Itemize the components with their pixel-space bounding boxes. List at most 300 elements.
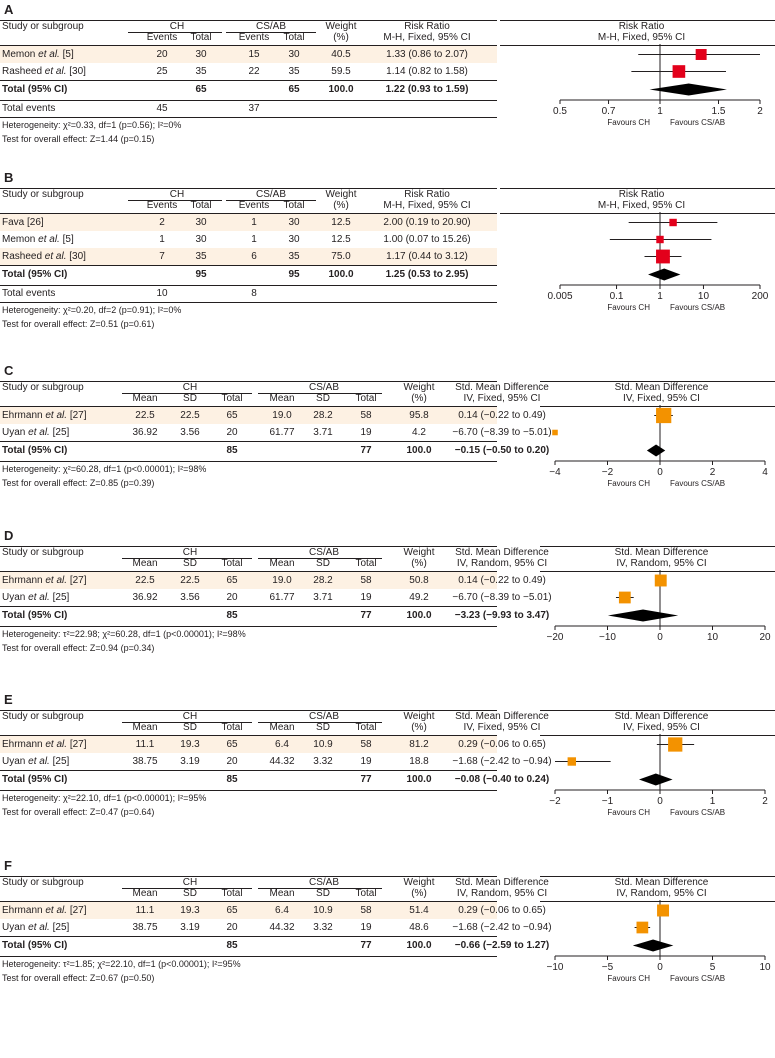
x-tick-label: 1: [657, 106, 663, 117]
total-n1: 85: [226, 774, 238, 785]
overall-effect-note: Test for overall effect: Z=0.51 (p=0.61): [2, 319, 155, 329]
weight-unit-header: (%): [411, 558, 427, 569]
weight-cell: 81.2: [409, 739, 429, 750]
x-tick-label: 10: [697, 291, 710, 302]
x-tick-label: 2: [757, 106, 763, 117]
total-n2: 77: [360, 610, 372, 621]
data-cell: 36.92: [132, 427, 158, 438]
forest-plot: [0, 858, 775, 1058]
data-cell: 20: [156, 49, 168, 60]
total-events-label: Total events: [2, 103, 56, 114]
data-cell: 30: [195, 49, 207, 60]
total-n2: 95: [288, 269, 300, 280]
study-author: Ehrmann: [2, 410, 43, 421]
group1-header: CH: [182, 877, 198, 888]
study-ref: [25]: [49, 756, 70, 767]
group2-header: CS/AB: [308, 382, 340, 393]
data-cell: 19: [360, 756, 372, 767]
data-cell: 1: [159, 234, 165, 245]
study-marker: [673, 65, 686, 78]
panel-label: E: [4, 692, 13, 707]
weight-unit-header: (%): [411, 722, 427, 733]
data-cell: 35: [195, 66, 207, 77]
weight-unit-header: (%): [333, 32, 349, 43]
data-cell: 11.1: [135, 739, 155, 750]
overall-effect-note: Test for overall effect: Z=1.44 (p=0.15): [2, 134, 155, 144]
data-cell: 19.3: [180, 905, 200, 916]
data-cell: 19: [360, 922, 372, 933]
sub-column-header: Events: [146, 32, 178, 43]
study-marker: [656, 250, 670, 264]
total-label: Total (95% CI): [2, 445, 68, 456]
sub-column-header: Total: [221, 888, 243, 899]
x-tick-label: −2: [549, 796, 561, 807]
data-cell: 20: [226, 756, 238, 767]
study-marker: [669, 219, 676, 226]
data-cell: 22.5: [135, 410, 155, 421]
weight-cell: 12.5: [331, 234, 351, 245]
data-cell: 20: [226, 427, 238, 438]
effect-ci-cell: 0.29 (−0.06 to 0.65): [458, 905, 546, 916]
effect-ci-cell: 0.14 (−0.22 to 0.49): [458, 575, 546, 586]
weight-cell: 12.5: [331, 217, 351, 228]
sub-column-header: Mean: [132, 888, 158, 899]
data-cell: 6.4: [275, 739, 289, 750]
overall-effect-note: Test for overall effect: Z=0.67 (p=0.50): [2, 973, 155, 983]
x-tick-label: −10: [599, 632, 616, 643]
panel-label: D: [4, 528, 14, 543]
sub-column-header: Mean: [269, 722, 295, 733]
weight-cell: 75.0: [331, 251, 351, 262]
effect-header: Risk Ratio: [404, 189, 450, 200]
total-label: Total (95% CI): [2, 940, 68, 951]
effect-method-header: M-H, Fixed, 95% CI: [383, 32, 471, 43]
data-cell: 30: [288, 217, 300, 228]
sub-column-header: Total: [190, 200, 212, 211]
group1-header: CH: [169, 189, 185, 200]
plot-title: Std. Mean Difference: [614, 711, 709, 722]
data-cell: 2: [159, 217, 165, 228]
study-author: Fava: [2, 217, 25, 228]
study-author: Memon: [2, 49, 36, 60]
effect-ci-cell: 0.29 (−0.06 to 0.65): [458, 739, 546, 750]
sub-column-header: Total: [355, 558, 377, 569]
study-etal: et al.: [35, 49, 60, 60]
sub-column-header: SD: [316, 558, 330, 569]
sub-column-header: Mean: [269, 888, 295, 899]
panel-label: C: [4, 363, 14, 378]
study-etal: et al.: [42, 251, 67, 262]
effect-ci-cell: −1.68 (−2.42 to −0.94): [452, 922, 552, 933]
data-cell: 3.56: [180, 427, 200, 438]
effect-ci-cell: −1.68 (−2.42 to −0.94): [452, 756, 552, 767]
heterogeneity-note: Heterogeneity: τ²=22.98; χ²=60.28, df=1 (p<0.00001); I²=98%: [2, 629, 246, 639]
plot-method: M-H, Fixed, 95% CI: [597, 32, 686, 43]
x-tick-label: 0.5: [553, 106, 567, 117]
data-cell: 22: [248, 66, 260, 77]
weight-cell: 50.8: [409, 575, 429, 586]
data-cell: 3.32: [313, 756, 333, 767]
data-cell: 30: [195, 217, 207, 228]
weight-cell: 18.8: [409, 756, 429, 767]
x-tick-label: 0: [657, 467, 663, 478]
group2-header: CS/AB: [308, 547, 340, 558]
study-ref: [26]: [24, 217, 44, 228]
study-ref: [27]: [67, 905, 87, 916]
x-tick-label: 2: [762, 796, 768, 807]
favours-left-label: Favours CH: [607, 479, 650, 488]
x-tick-label: 0.1: [609, 291, 624, 302]
total-n2: 65: [288, 84, 300, 95]
total-n2: 77: [360, 445, 372, 456]
x-tick-label: 10: [759, 962, 771, 973]
plot-title: Std. Mean Difference: [614, 382, 709, 393]
total-weight: 100.0: [406, 610, 432, 621]
group2-header: CS/AB: [308, 711, 340, 722]
effect-ci-cell: −6.70 (−8.39 to −5.01): [452, 592, 552, 603]
study-author: Rasheed: [2, 66, 43, 77]
data-cell: 1: [251, 234, 257, 245]
total-weight: 100.0: [328, 269, 354, 280]
study-column-header: Study or subgroup: [2, 711, 84, 722]
data-cell: 10.9: [313, 905, 333, 916]
sub-column-header: Total: [355, 393, 377, 404]
data-cell: 6.4: [275, 905, 289, 916]
weight-cell: 95.8: [409, 410, 429, 421]
data-cell: 19.0: [272, 410, 292, 421]
effect-ci-cell: 1.33 (0.86 to 2.07): [386, 49, 468, 60]
weight-header: Weight: [403, 877, 435, 888]
study-author: Ehrmann: [2, 739, 43, 750]
sub-column-header: Events: [238, 32, 270, 43]
total-weight: 100.0: [406, 774, 432, 785]
study-etal: et al.: [35, 234, 60, 245]
sub-column-header: Total: [221, 558, 243, 569]
total-events-e1: 45: [156, 103, 168, 114]
effect-header: Std. Mean Difference: [455, 877, 549, 888]
study-marker: [552, 430, 558, 436]
study-author: Uyan: [2, 427, 26, 438]
data-cell: 3.71: [313, 592, 333, 603]
data-cell: 36.92: [132, 592, 158, 603]
x-tick-label: 0: [657, 632, 663, 643]
study-marker: [568, 757, 576, 765]
study-marker: [656, 236, 663, 243]
data-cell: 19.3: [180, 739, 200, 750]
data-cell: 3.19: [180, 756, 200, 767]
data-cell: 19.0: [272, 575, 292, 586]
total-n1: 85: [226, 610, 238, 621]
sub-column-header: SD: [183, 393, 197, 404]
data-cell: 30: [195, 234, 207, 245]
data-cell: 7: [159, 251, 165, 262]
sub-column-header: SD: [183, 722, 197, 733]
total-events-e1: 10: [156, 288, 168, 299]
study-etal: et al.: [42, 410, 68, 421]
favours-right-label: Favours CS/AB: [670, 303, 726, 312]
study-marker: [668, 737, 682, 751]
study-ref: [27]: [67, 410, 87, 421]
overall-effect-note: Test for overall effect: Z=0.94 (p=0.34): [2, 643, 155, 653]
data-cell: 25: [156, 66, 168, 77]
data-cell: 3.32: [313, 922, 333, 933]
total-n2: 77: [360, 774, 372, 785]
study-ref: [30]: [66, 66, 86, 77]
pooled-diamond: [647, 445, 665, 457]
effect-method-header: M-H, Fixed, 95% CI: [383, 200, 471, 211]
x-tick-label: 2: [709, 467, 716, 478]
pooled-diamond: [639, 774, 673, 786]
study-column-header: Study or subgroup: [2, 21, 84, 32]
sub-column-header: Events: [238, 200, 270, 211]
data-cell: 28.2: [313, 575, 333, 586]
x-tick-label: 0: [657, 962, 663, 973]
favours-right-label: Favours CS/AB: [670, 118, 726, 127]
study-marker: [619, 592, 631, 604]
total-weight: 100.0: [328, 84, 354, 95]
pooled-diamond: [648, 269, 680, 281]
sub-column-header: Mean: [269, 558, 295, 569]
total-ci: −3.23 (−9.93 to 3.47): [454, 610, 550, 621]
group1-header: CH: [182, 382, 198, 393]
x-tick-label: −5: [601, 962, 614, 973]
study-author: Uyan: [2, 922, 26, 933]
data-cell: 65: [226, 739, 238, 750]
group2-header: CS/AB: [255, 189, 287, 200]
weight-cell: 48.6: [409, 922, 429, 933]
heterogeneity-note: Heterogeneity: χ²=22.10, df=1 (p<0.00001); I²=95%: [2, 793, 207, 803]
x-tick-label: 0: [657, 796, 663, 807]
data-cell: 19: [360, 427, 372, 438]
x-tick-label: −10: [546, 962, 564, 973]
group1-header: CH: [182, 547, 198, 558]
weight-cell: 49.2: [409, 592, 429, 603]
study-marker: [656, 408, 671, 423]
data-cell: 44.32: [269, 756, 295, 767]
weight-unit-header: (%): [411, 888, 427, 899]
data-cell: 22.5: [180, 410, 200, 421]
heterogeneity-note: Heterogeneity: χ²=60.28, df=1 (p<0.00001); I²=98%: [2, 464, 207, 474]
data-cell: 3.56: [180, 592, 200, 603]
weight-cell: 51.4: [409, 905, 429, 916]
data-cell: 6: [251, 251, 257, 262]
heterogeneity-note: Heterogeneity: χ²=0.33, df=1 (p=0.56); I²=0%: [2, 120, 182, 130]
data-cell: 65: [226, 575, 238, 586]
x-tick-label: 1: [709, 796, 716, 807]
weight-header: Weight: [325, 189, 357, 200]
total-ci: 1.25 (0.53 to 2.95): [385, 269, 469, 280]
heterogeneity-note: Heterogeneity: χ²=0.20, df=2 (p=0.91); I²=0%: [2, 305, 182, 315]
study-etal: et al.: [25, 592, 50, 603]
data-cell: 65: [226, 410, 238, 421]
study-marker: [637, 922, 649, 934]
total-ci: −0.08 (−0.40 to 0.24): [454, 774, 550, 785]
pooled-diamond: [633, 940, 674, 952]
data-cell: 58: [360, 905, 372, 916]
group1-header: CH: [182, 711, 198, 722]
sub-column-header: SD: [316, 888, 330, 899]
x-tick-label: 4: [762, 467, 768, 478]
total-weight: 100.0: [406, 940, 432, 951]
total-ci: −0.15 (−0.50 to 0.20): [454, 445, 550, 456]
study-marker: [655, 575, 667, 587]
panel-label: B: [4, 170, 14, 185]
study-column-header: Study or subgroup: [2, 877, 84, 888]
x-tick-label: 10: [706, 632, 719, 643]
data-cell: 19: [360, 592, 372, 603]
data-cell: 35: [195, 251, 207, 262]
sub-column-header: Total: [355, 888, 377, 899]
data-cell: 20: [226, 592, 238, 603]
x-tick-label: −20: [546, 632, 564, 643]
plot-title: Risk Ratio: [618, 21, 665, 32]
data-cell: 1: [251, 217, 257, 228]
total-n2: 77: [360, 940, 372, 951]
data-cell: 58: [360, 575, 372, 586]
effect-ci-cell: 1.17 (0.44 to 3.12): [386, 251, 468, 262]
forest-plot: [0, 170, 775, 370]
study-ref: [27]: [67, 575, 87, 586]
data-cell: 10.9: [313, 739, 333, 750]
study-marker: [657, 905, 669, 917]
study-author: Uyan: [2, 756, 26, 767]
sub-column-header: Total: [190, 32, 212, 43]
study-ref: [27]: [67, 739, 87, 750]
study-ref: [25]: [49, 427, 70, 438]
effect-header: Std. Mean Difference: [455, 547, 549, 558]
plot-method: M-H, Fixed, 95% CI: [597, 200, 686, 211]
data-cell: 35: [288, 66, 300, 77]
effect-ci-cell: 1.00 (0.07 to 15.26): [383, 234, 471, 245]
sub-column-header: Events: [146, 200, 178, 211]
weight-header: Weight: [403, 711, 435, 722]
plot-method: IV, Random, 95% CI: [616, 888, 707, 899]
x-tick-label: 5: [709, 962, 716, 973]
effect-method-header: IV, Random, 95% CI: [456, 558, 548, 569]
total-label: Total (95% CI): [2, 610, 68, 621]
study-author: Ehrmann: [2, 575, 43, 586]
x-tick-label: 1.5: [711, 106, 726, 117]
x-tick-label: −1: [601, 796, 614, 807]
group2-header: CS/AB: [308, 877, 340, 888]
total-events-e2: 8: [251, 288, 257, 299]
total-weight: 100.0: [406, 445, 432, 456]
study-ref: [30]: [66, 251, 86, 262]
favours-left-label: Favours CH: [607, 974, 650, 983]
data-cell: 11.1: [135, 905, 155, 916]
x-tick-label: 0.7: [601, 106, 616, 117]
weight-header: Weight: [325, 21, 357, 32]
x-tick-label: 20: [759, 632, 771, 643]
pooled-diamond: [608, 610, 678, 622]
study-ref: [25]: [49, 592, 70, 603]
favours-right-label: Favours CS/AB: [670, 974, 726, 983]
effect-header: Std. Mean Difference: [455, 711, 549, 722]
effect-ci-cell: 1.14 (0.82 to 1.58): [386, 66, 468, 77]
weight-cell: 40.5: [331, 49, 351, 60]
plot-title: Risk Ratio: [618, 189, 665, 200]
pooled-diamond: [650, 84, 727, 96]
sub-column-header: Total: [283, 200, 305, 211]
data-cell: 22.5: [180, 575, 200, 586]
study-author: Ehrmann: [2, 905, 43, 916]
effect-ci-cell: 2.00 (0.19 to 20.90): [383, 217, 471, 228]
study-etal: et al.: [25, 922, 50, 933]
total-n1: 85: [226, 940, 238, 951]
sub-column-header: Mean: [132, 393, 158, 404]
plot-title: Std. Mean Difference: [614, 877, 709, 888]
study-column-header: Study or subgroup: [2, 382, 84, 393]
data-cell: 30: [288, 49, 300, 60]
study-etal: et al.: [25, 756, 50, 767]
data-cell: 28.2: [313, 410, 333, 421]
sub-column-header: SD: [183, 558, 197, 569]
x-tick-label: 0.005: [547, 291, 573, 302]
heterogeneity-note: Heterogeneity: τ²=1.85; χ²=22.10, df=1 (p<0.00001); I²=95%: [2, 959, 241, 969]
favours-left-label: Favours CH: [607, 303, 650, 312]
data-cell: 44.32: [269, 922, 295, 933]
data-cell: 61.77: [269, 427, 295, 438]
total-n1: 85: [226, 445, 238, 456]
x-tick-label: 1: [657, 291, 663, 302]
study-etal: et al.: [42, 739, 68, 750]
total-events-label: Total events: [2, 288, 56, 299]
total-n1: 95: [195, 269, 207, 280]
sub-column-header: Total: [221, 393, 243, 404]
effect-method-header: IV, Fixed, 95% CI: [463, 393, 541, 404]
sub-column-header: SD: [316, 722, 330, 733]
data-cell: 15: [248, 49, 260, 60]
study-column-header: Study or subgroup: [2, 189, 84, 200]
sub-column-header: SD: [316, 393, 330, 404]
overall-effect-note: Test for overall effect: Z=0.85 (p=0.39): [2, 478, 155, 488]
total-label: Total (95% CI): [2, 774, 68, 785]
sub-column-header: Mean: [269, 393, 295, 404]
plot-title: Std. Mean Difference: [614, 547, 709, 558]
data-cell: 20: [226, 922, 238, 933]
data-cell: 30: [288, 234, 300, 245]
data-cell: 61.77: [269, 592, 295, 603]
weight-unit-header: (%): [411, 393, 427, 404]
data-cell: 35: [288, 251, 300, 262]
study-author: Uyan: [2, 592, 26, 603]
data-cell: 3.71: [313, 427, 333, 438]
group1-header: CH: [169, 21, 185, 32]
plot-method: IV, Random, 95% CI: [616, 558, 707, 569]
weight-header: Weight: [403, 547, 435, 558]
x-tick-label: −4: [549, 467, 561, 478]
effect-method-header: IV, Random, 95% CI: [456, 888, 548, 899]
favours-right-label: Favours CS/AB: [670, 808, 726, 817]
data-cell: 58: [360, 739, 372, 750]
sub-column-header: Mean: [132, 722, 158, 733]
favours-left-label: Favours CH: [607, 808, 650, 817]
total-events-e2: 37: [248, 103, 260, 114]
data-cell: 65: [226, 905, 238, 916]
sub-column-header: Mean: [132, 558, 158, 569]
plot-method: IV, Fixed, 95% CI: [623, 722, 700, 733]
study-ref: [5]: [59, 49, 74, 60]
total-n1: 65: [195, 84, 207, 95]
study-column-header: Study or subgroup: [2, 547, 84, 558]
x-tick-label: 200: [751, 291, 769, 302]
data-cell: 22.5: [135, 575, 155, 586]
effect-ci-cell: −6.70 (−8.39 to −5.01): [452, 427, 552, 438]
favours-right-label: Favours CS/AB: [670, 479, 726, 488]
x-tick-label: −2: [601, 467, 614, 478]
total-ci: 1.22 (0.93 to 1.59): [385, 84, 469, 95]
total-ci: −0.66 (−2.59 to 1.27): [454, 940, 550, 951]
